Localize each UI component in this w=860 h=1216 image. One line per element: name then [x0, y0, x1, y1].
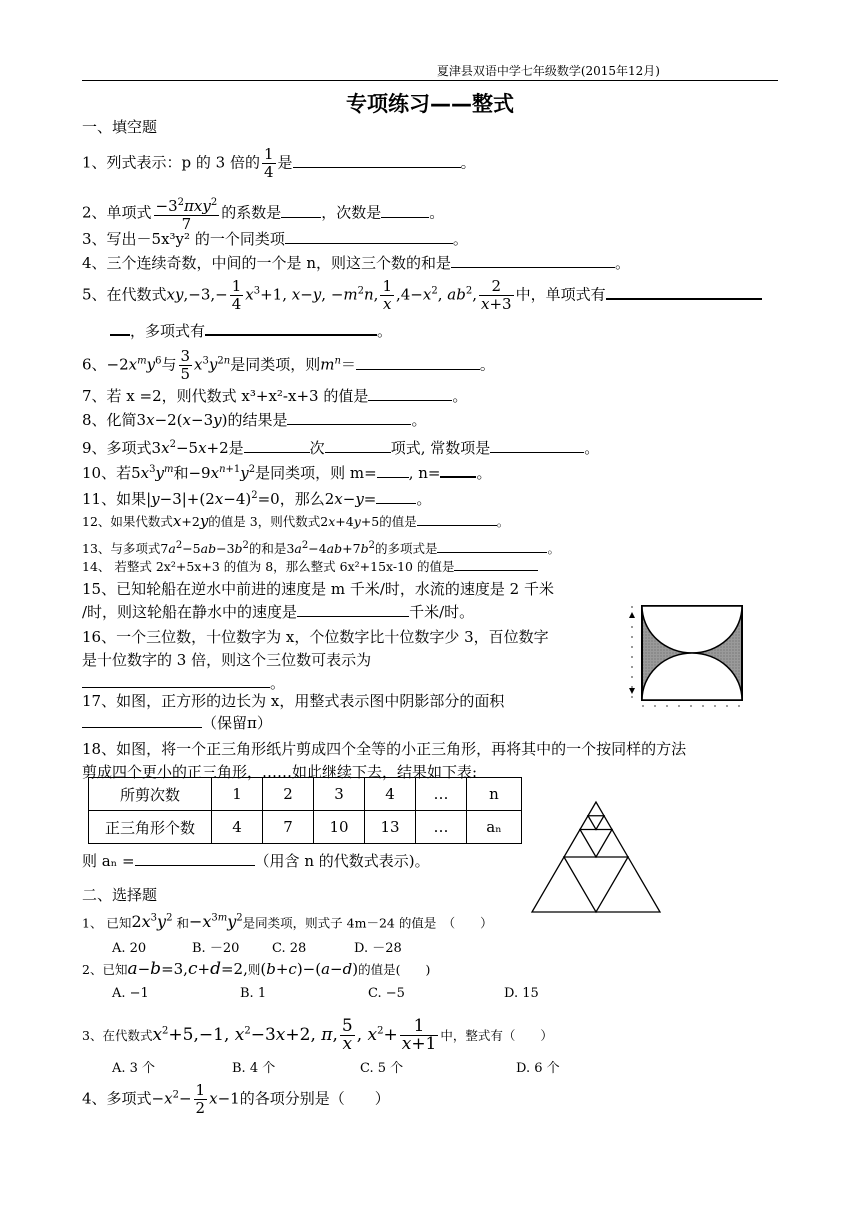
question-5: 5、在代数式xy,−3,− $\frac{1}{4}$ $x^3+1$, x−y, $-m^2n$, $\frac{1}{x}$ $,4-x^2$, $ab^2$, $\frac{2}{x+3}$ 中，单项式有	[82, 278, 762, 313]
question-16-answer: 。	[82, 672, 285, 694]
question-16-cont: 是十位数字的 3 倍，则这个三位数可表示为	[82, 651, 372, 669]
question-10: 10、若$5x^3y^m$和$-9x^{n+1}y^2$是同类项，则 m= , n= 。	[82, 464, 492, 482]
question-18: 18、如图，将一个正三角形纸片剪成四个全等的小正三角形，再将其中的一个按同样的方法	[82, 740, 687, 758]
question-8: 8、化简3x−2(x−3y)的结果是 。	[82, 411, 427, 429]
question-18-answer: 则 aₙ = （用含 n 的代数式表示)。	[82, 852, 430, 870]
question-5-cont: ，多项式有 。	[110, 320, 392, 342]
shaded-square-figure	[624, 598, 760, 710]
table-row: 所剪次数 1 2 3 4 … n	[89, 778, 522, 811]
section-fill-blank: 一、填空题	[82, 118, 158, 136]
question-9: 9、多项式$3x^2-5x+2$是 次 项式, 常数项是 。	[82, 439, 600, 457]
choice-question-1: 1、 已知$2x^3y^2$ 和$-x^{3m}y^2$是同类项，则式子 4m－24 的值是 （ ）	[82, 912, 493, 932]
question-3: 3、写出－5x³y² 的一个同类项 。	[82, 230, 468, 248]
question-1: 1、列式表示：p 的 3 倍的 $\frac{1}{4}$ 是 。	[82, 145, 476, 181]
question-11: 11、如果$|y-3|+(2x-4)^2=0$，那么2x−y= 。	[82, 490, 432, 508]
question-6: 6、$-2x^my^6$与 $\frac{3}{5}$ $x^3y^{2n}$是同类项，则$m^n=$ 。	[82, 347, 495, 383]
header-rule	[82, 80, 778, 81]
question-12: 12、如果代数式x+2y的值是 3，则代数式2x+4y+5的值是 。	[82, 512, 510, 530]
choice-1-options: A. 20 B. －20 C. 28 D. －28	[112, 941, 402, 956]
question-13: 13、与多项式$7a^2-5ab-3b^2$的和是$3a^2-4ab+7b^2$的多项式是 。	[82, 540, 560, 557]
question-17-cont: （保留π）	[82, 712, 272, 734]
question-15: 15、已知轮船在逆水中前进的速度是 m 千米/时，水流的速度是 2 千米	[82, 580, 554, 598]
question-14: 14、 若整式 2x²+5x+3 的值为 8，那么整式 6x²+15x-10 的值是	[82, 556, 538, 578]
question-15-cont: /时，则这轮船在静水中的速度是 千米/时。	[82, 603, 475, 621]
question-7: 7、若 x =2，则代数式 x³+x²-x+3 的值是 。	[82, 387, 468, 405]
question-4: 4、三个连续奇数，中间的一个是 n，则这三个数的和是 。	[82, 254, 630, 272]
section-multiple-choice: 二、选择题	[82, 886, 158, 904]
table-row: 正三角形个数 4 7 10 13 … aₙ	[89, 811, 522, 844]
page-title: 专项练习——整式	[346, 92, 514, 116]
question-17: 17、如图，正方形的边长为 x，用整式表示图中阴影部分的面积	[82, 692, 505, 710]
choice-question-4: 4、多项式$-x^2-$ $\frac{1}{2}$ x−1的各项分别是（ ）	[82, 1081, 390, 1117]
choice-3-options: A. 3 个 B. 4 个 C. 5 个 D. 6 个	[112, 1061, 560, 1076]
question-16: 16、一个三位数，十位数字为 x，个位数字比十位数字少 3，百位数字	[82, 628, 549, 646]
choice-2-options: A. −1 B. 1 C. −5 D. 15	[112, 986, 539, 1001]
nested-triangles-figure	[528, 798, 664, 916]
page-header: 夏津县双语中学七年级数学(2015年12月)	[436, 64, 660, 78]
cut-count-table	[88, 777, 522, 844]
question-18-cont: 剪成四个更小的正三角形，……如此继续下去，结果如下表:	[82, 763, 478, 781]
question-2: 2、单项式 $\frac{-3^2\pi xy^2}{7}$ 的系数是 ，次数是 。	[82, 194, 444, 233]
choice-question-3: 3、在代数式$x^2+5,-1$, $x^2-3x+2$, π, $\frac{5}{x}$ , $x^2+$ $\frac{1}{x+1}$ 中，整式有（ ）	[82, 1016, 553, 1054]
choice-question-2: 2、已知a−b=3,c+d=2,则(b+c)−(a−d)的值是( )	[82, 959, 431, 979]
